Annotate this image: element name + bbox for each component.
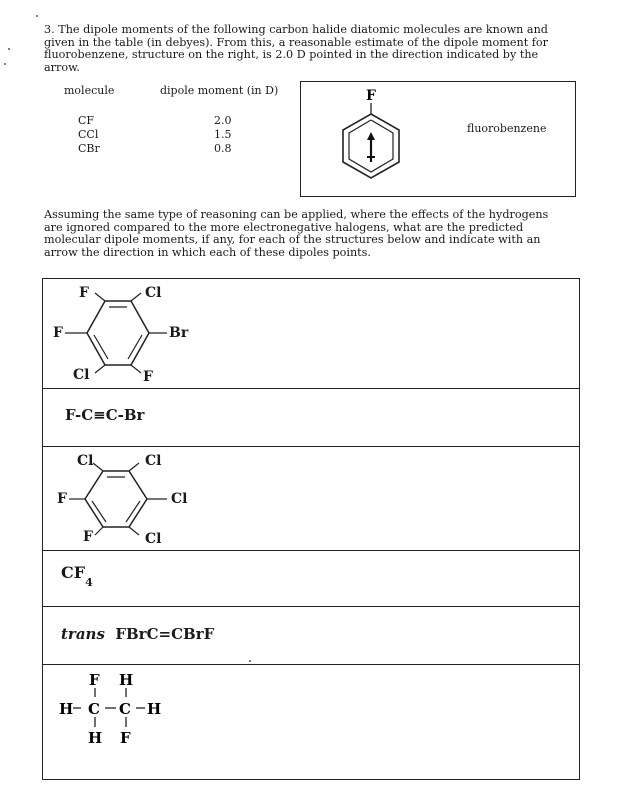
fluoro-substituent: F	[366, 88, 376, 104]
atom-label: F	[57, 491, 67, 507]
structure-formula	[61, 563, 93, 590]
ring-structure-3	[43, 447, 579, 551]
structure-cell-1	[43, 279, 579, 389]
structure-formula: F-C≡C-Br	[65, 406, 145, 424]
assumption-text: Assuming the same type of reasoning can be applied, where the effects of the hydrogens are ignored compared to the more electronegative halogens, what are the predicted molecular dipole moments, if any, for each of the structures below and indicate with an arrow the direction in which each of these dipoles points.	[44, 208, 549, 259]
structure-formula	[61, 625, 214, 643]
atom-label: F	[120, 729, 131, 747]
bond-line	[129, 463, 139, 471]
atom-label: H	[59, 700, 74, 718]
structures-table	[42, 278, 580, 780]
row-dipole: 2.0	[214, 114, 232, 127]
bond-line	[95, 293, 105, 301]
bond-line	[131, 365, 141, 373]
atom-label: C	[88, 700, 100, 718]
atom-label: Cl	[73, 367, 90, 383]
table-row	[60, 114, 300, 128]
bond-line	[93, 463, 103, 471]
bond-line	[131, 293, 141, 301]
atom-label: Cl	[77, 453, 94, 469]
scan-speck	[249, 660, 251, 662]
double-bond	[126, 501, 140, 522]
formula-main: FBrC=CBrF	[115, 625, 215, 643]
formula-subscript: 4	[85, 576, 93, 590]
atom-label: H	[88, 729, 103, 747]
question-text: 3. The dipole moments of the following carbon halide diatomic molecules are known and given in the table (in debyes). From this, a reasonable estimate of the dipole moment for fluorobenzene, structure on the right, is 2.0 D pointed in the direction indicated by the arrow.	[44, 23, 548, 74]
dipole-arrow-head	[367, 132, 375, 140]
structure-cell-3	[43, 447, 579, 551]
structure-cell-2	[43, 389, 579, 447]
formula-main: CF	[61, 563, 86, 582]
benzene-ring	[87, 301, 149, 365]
structure-cell-6	[43, 665, 579, 779]
scan-speck	[4, 63, 6, 65]
atom-label: Cl	[145, 453, 162, 469]
header-molecule: molecule	[64, 84, 115, 97]
atom-label: F	[143, 369, 153, 385]
double-bond	[94, 335, 108, 359]
benzene-ring	[85, 471, 147, 527]
structure-cell-4	[43, 551, 579, 607]
fluorobenzene-box	[300, 81, 576, 197]
atom-label: Cl	[145, 531, 162, 547]
row-molecule: CCl	[78, 128, 99, 141]
row-dipole: 1.5	[214, 128, 232, 141]
row-dipole: 0.8	[214, 142, 232, 155]
atom-label: F	[83, 529, 93, 545]
structure-cell-5	[43, 607, 579, 665]
double-bond	[128, 335, 142, 359]
ring-structure-1	[43, 279, 579, 389]
atom-label: F	[53, 325, 63, 341]
table-row	[60, 142, 300, 156]
fluorobenzene-label: fluorobenzene	[467, 122, 547, 135]
atom-label: Cl	[145, 285, 162, 301]
atom-label: H	[119, 671, 134, 689]
fluorobenzene-structure	[301, 82, 575, 196]
atom-label: Cl	[171, 491, 188, 507]
atom-label: Br	[169, 325, 189, 341]
header-dipole: dipole moment (in D)	[160, 84, 279, 97]
atom-label: F	[89, 671, 100, 689]
scan-speck	[8, 48, 10, 50]
bond-line	[129, 527, 139, 535]
double-bond	[92, 501, 106, 522]
atom-label: C	[119, 700, 131, 718]
bond-line	[95, 527, 103, 535]
row-molecule: CF	[78, 114, 95, 127]
row-molecule: CBr	[78, 142, 100, 155]
table-row	[60, 128, 300, 142]
bond-line	[95, 365, 105, 373]
atom-label: F	[79, 285, 89, 301]
scan-speck	[36, 15, 38, 17]
trans-prefix: trans	[61, 625, 105, 643]
ethane-structure	[43, 665, 579, 779]
atom-label: H	[147, 700, 162, 718]
